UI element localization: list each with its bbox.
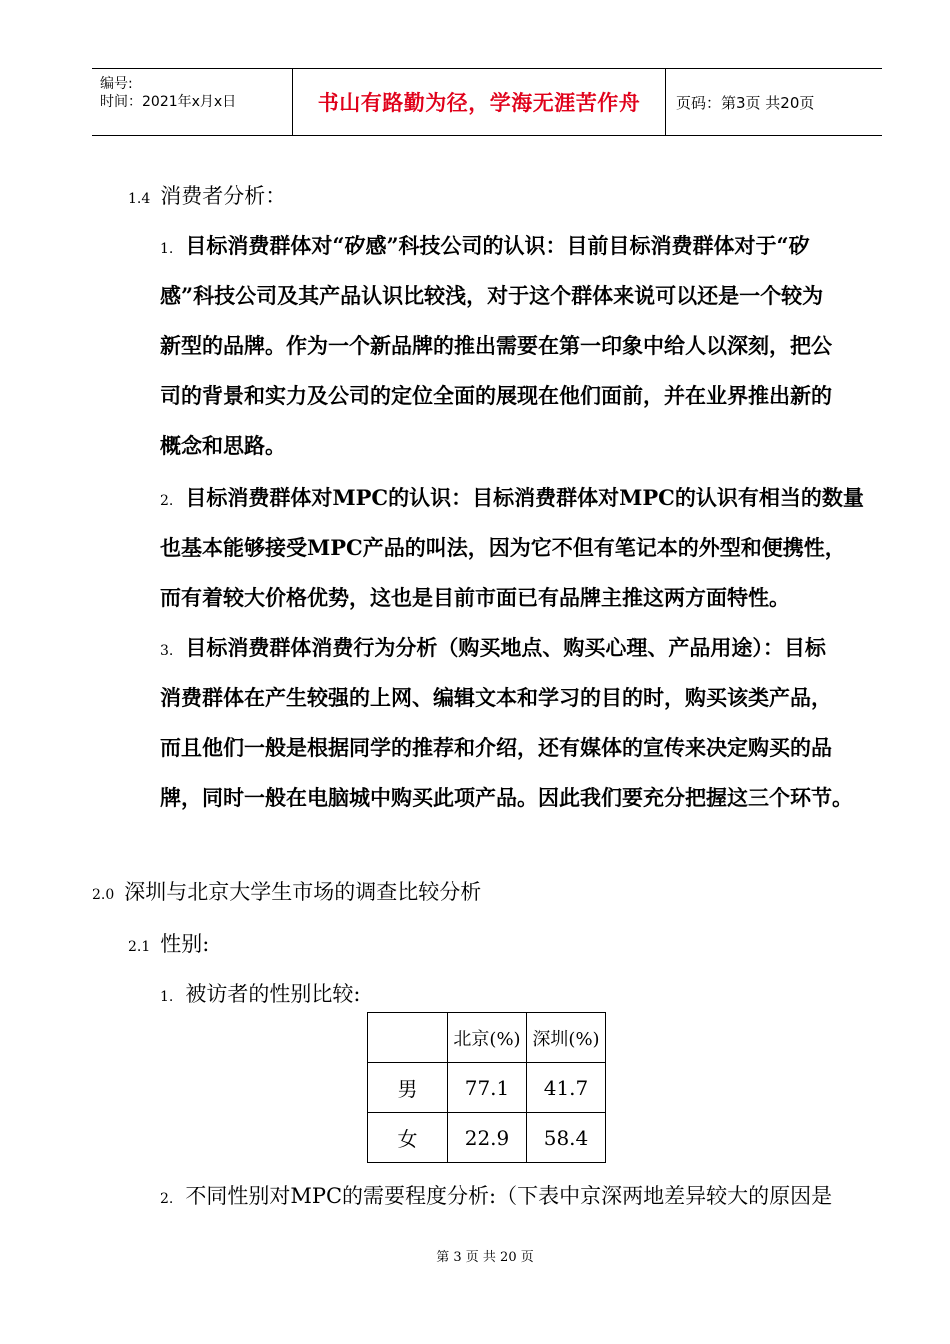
- subsection-item: [160, 978, 360, 1008]
- paragraph-line: 而且他们一般是根据同学的推荐和介绍，还有媒体的宣传来决定购买的品: [160, 735, 832, 760]
- table-header-row: [368, 1013, 606, 1063]
- paragraph-line: 而有着较大价格优势，这也是目前市面已有品牌主推这两方面特性。: [160, 585, 790, 610]
- section-number: 2.0: [92, 887, 115, 903]
- table-cell: 41.7: [527, 1063, 606, 1113]
- code-label: 编号:: [100, 76, 133, 92]
- list-number: 2.: [160, 493, 174, 509]
- line-text: 目标消费群体对“矽感”科技公司的认识：目前目标消费群体对于“矽: [185, 233, 810, 258]
- table-cell: 男: [368, 1063, 448, 1113]
- paragraph-line: [160, 632, 826, 662]
- line-text: 目标消费群体消费行为分析（购买地点、购买心理、产品用途）：目标: [185, 635, 826, 660]
- section-number: 1.4: [128, 191, 151, 207]
- paragraph-line: [160, 482, 864, 512]
- section-title: 性别:: [160, 932, 210, 956]
- table-cell: 77.1: [448, 1063, 527, 1113]
- paragraph-line: 也基本能够接受MPC产品的叫法，因为它不但有笔记本的外型和便携性，: [160, 535, 846, 560]
- table-cell: 58.4: [527, 1113, 606, 1163]
- time-label: 时间：2021年x月x日: [100, 94, 237, 110]
- table-cell: 22.9: [448, 1113, 527, 1163]
- paragraph-line: 牌，同时一般在电脑城中购买此项产品。因此我们要充分把握这三个环节。: [160, 785, 853, 810]
- table-header-cell: 深圳(%): [527, 1013, 606, 1063]
- section-title: 深圳与北京大学生市场的调查比较分析: [124, 880, 482, 904]
- table-cell: 女: [368, 1113, 448, 1163]
- line-text: 目标消费群体对MPC的认识：目标消费群体对MPC的认识有相当的数量: [185, 485, 864, 510]
- subsection-item: [160, 1180, 832, 1210]
- item-text: 被访者的性别比较:: [185, 982, 361, 1006]
- paragraph-line: 消费群体在产生较强的上网、编辑文本和学习的目的时，购买该类产品，: [160, 685, 832, 710]
- list-number: 2.: [160, 1191, 174, 1207]
- table-row: [368, 1063, 606, 1113]
- section-number: 2.1: [128, 939, 151, 955]
- page-footer: 第 3 页 共 20 页: [436, 1250, 534, 1265]
- paragraph-line: 概念和思路。: [160, 433, 286, 458]
- table-row: [368, 1113, 606, 1163]
- paragraph-line: [160, 230, 810, 260]
- header-page-label: 页码：第3页 共20页: [676, 93, 815, 112]
- list-number: 1.: [160, 241, 174, 257]
- section-title: 消费者分析：: [160, 184, 287, 208]
- header-motto: 书山有路勤为径，学海无涯苦作舟: [293, 69, 666, 135]
- section-heading-2-1: [128, 928, 209, 958]
- section-heading-1-4: [128, 180, 286, 210]
- list-number: 1.: [160, 989, 174, 1005]
- section-heading-2-0: [92, 876, 481, 906]
- gender-comparison-table: [367, 1012, 606, 1163]
- table-header-cell: [368, 1013, 448, 1063]
- item-text: 不同性别对MPC的需要程度分析:（下表中京深两地差异较大的原因是: [185, 1184, 833, 1208]
- table-header-cell: 北京(%): [448, 1013, 527, 1063]
- header-meta: [92, 69, 293, 135]
- paragraph-line: 感”科技公司及其产品认识比较浅，对于这个群体来说可以还是一个较为: [160, 283, 824, 308]
- page-header: [92, 68, 882, 136]
- paragraph-line: 司的背景和实力及公司的定位全面的展现在他们面前，并在业界推出新的: [160, 383, 832, 408]
- paragraph-line: 新型的品牌。作为一个新品牌的推出需要在第一印象中给人以深刻，把公: [160, 333, 832, 358]
- list-number: 3.: [160, 643, 174, 659]
